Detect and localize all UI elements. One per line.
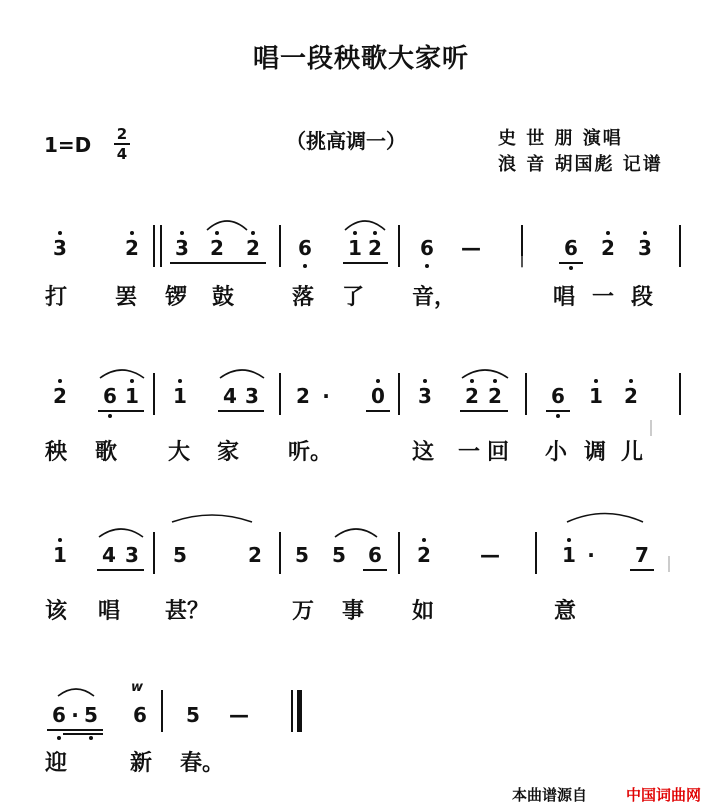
- lyric: 打: [45, 285, 68, 310]
- lyric: 听。: [288, 440, 333, 465]
- note-dash: —: [229, 703, 249, 727]
- source-label: 本曲谱源自: [512, 786, 588, 804]
- bar-line: [525, 373, 527, 415]
- lyric: 唱: [553, 285, 576, 310]
- underline: [170, 262, 266, 264]
- bar-line: [398, 225, 400, 267]
- note: 3: [418, 384, 432, 408]
- note: 2: [601, 236, 615, 260]
- lyric: 鼓: [212, 285, 235, 310]
- lyric: 儿: [621, 440, 644, 465]
- bar-line: [153, 225, 155, 267]
- note: 5: [332, 543, 346, 567]
- bar-line: [679, 373, 681, 415]
- bar-line: [279, 373, 281, 415]
- note: 0: [371, 384, 385, 408]
- meter-bottom: 4: [116, 145, 128, 163]
- note: 6: [52, 703, 66, 727]
- lyric: 罢: [115, 285, 138, 310]
- underline: [559, 262, 583, 264]
- lyric: 落: [292, 285, 315, 310]
- time-signature: [114, 126, 130, 162]
- note: 5: [84, 703, 98, 727]
- note: 3: [175, 236, 189, 260]
- underline: [63, 733, 103, 735]
- meter-top: 2: [116, 125, 128, 143]
- underline: [98, 410, 144, 412]
- lyric: 唱: [98, 599, 121, 624]
- bar-line: [160, 225, 162, 267]
- key-signature: 1=D: [44, 133, 92, 157]
- lyric: 回: [487, 440, 510, 465]
- bar-line: [153, 532, 155, 574]
- lyric: 意: [554, 599, 577, 624]
- ornament-mark: w: [131, 680, 144, 695]
- lyric: 了: [342, 285, 365, 310]
- lyric: 该: [45, 599, 68, 624]
- note-dot: ·: [587, 543, 595, 567]
- note: 6: [551, 384, 565, 408]
- lyric: 秧: [45, 440, 68, 465]
- note: 2: [53, 384, 67, 408]
- final-bar-thick: [297, 690, 302, 732]
- note: 2: [368, 236, 382, 260]
- underline: [546, 410, 570, 412]
- underline: [460, 410, 508, 412]
- lyric: 这: [412, 440, 435, 465]
- note-dot: ·: [322, 384, 330, 408]
- note: 5: [186, 703, 200, 727]
- song-title: 唱一段秧歌大家听: [252, 44, 469, 74]
- performer-credit: 史 世 朋 演唱: [498, 128, 623, 149]
- bar-line: [153, 373, 155, 415]
- bar-line: [161, 690, 163, 732]
- lyric: 调: [584, 440, 607, 465]
- note: 2: [210, 236, 224, 260]
- lyric: 甚？: [165, 599, 210, 624]
- note: 3: [125, 543, 139, 567]
- lyric: 万: [292, 599, 315, 624]
- underline: [47, 729, 103, 731]
- note-dash: —: [480, 543, 500, 567]
- note: 4: [223, 384, 237, 408]
- note: 6: [298, 236, 312, 260]
- lyric: 音，: [412, 285, 457, 310]
- note: 4: [102, 543, 116, 567]
- note: 2: [125, 236, 139, 260]
- note-dot: ·: [71, 703, 79, 727]
- note: 1: [348, 236, 362, 260]
- note: 1: [589, 384, 603, 408]
- lyric: 歌: [95, 440, 118, 465]
- note: 6: [368, 543, 382, 567]
- note: 7: [635, 543, 649, 567]
- note: 1: [125, 384, 139, 408]
- final-bar-thin: [291, 690, 293, 732]
- note: 2: [248, 543, 262, 567]
- note: 3: [245, 384, 259, 408]
- bar-line: [279, 532, 281, 574]
- lyric: 小: [545, 440, 568, 465]
- note: 6: [564, 236, 578, 260]
- note: 1: [562, 543, 576, 567]
- underline: [218, 410, 264, 412]
- note-dash: —: [461, 236, 481, 260]
- note: 3: [638, 236, 652, 260]
- source-site[interactable]: 中国词曲网: [626, 786, 702, 804]
- lyric: 家: [217, 440, 240, 465]
- underline: [630, 569, 654, 571]
- note: 2: [465, 384, 479, 408]
- lyric: 一: [458, 440, 481, 465]
- lyric: 一: [592, 285, 615, 310]
- lyric: 新: [130, 751, 153, 776]
- lyric: 大: [168, 440, 191, 465]
- note: 5: [295, 543, 309, 567]
- transcriber-credit: 浪 音 胡国彪 记谱: [498, 154, 663, 175]
- subtitle: （挑高调一）: [286, 129, 406, 153]
- note: 6: [103, 384, 117, 408]
- lyric: 迎: [45, 751, 68, 776]
- lyric: 段: [631, 285, 654, 310]
- bar-line: [535, 532, 537, 574]
- note: 6: [133, 703, 147, 727]
- note: 1: [173, 384, 187, 408]
- note: 6: [420, 236, 434, 260]
- bar-line: [521, 225, 523, 267]
- note: 3: [53, 236, 67, 260]
- underline: [363, 569, 387, 571]
- note: 5: [173, 543, 187, 567]
- lyric: 事: [342, 599, 365, 624]
- underline: [97, 569, 144, 571]
- note: 2: [246, 236, 260, 260]
- note: 2: [296, 384, 310, 408]
- underline: [343, 262, 388, 264]
- underline: [366, 410, 390, 412]
- lyric: 春。: [180, 751, 225, 776]
- note: 1: [53, 543, 67, 567]
- lyric: 如: [412, 599, 435, 624]
- note: 2: [417, 543, 431, 567]
- bar-line: [398, 373, 400, 415]
- bar-line: [279, 225, 281, 267]
- bar-line: [679, 225, 681, 267]
- note: 2: [624, 384, 638, 408]
- lyric: 锣: [165, 285, 188, 310]
- note: 2: [488, 384, 502, 408]
- bar-line: [398, 532, 400, 574]
